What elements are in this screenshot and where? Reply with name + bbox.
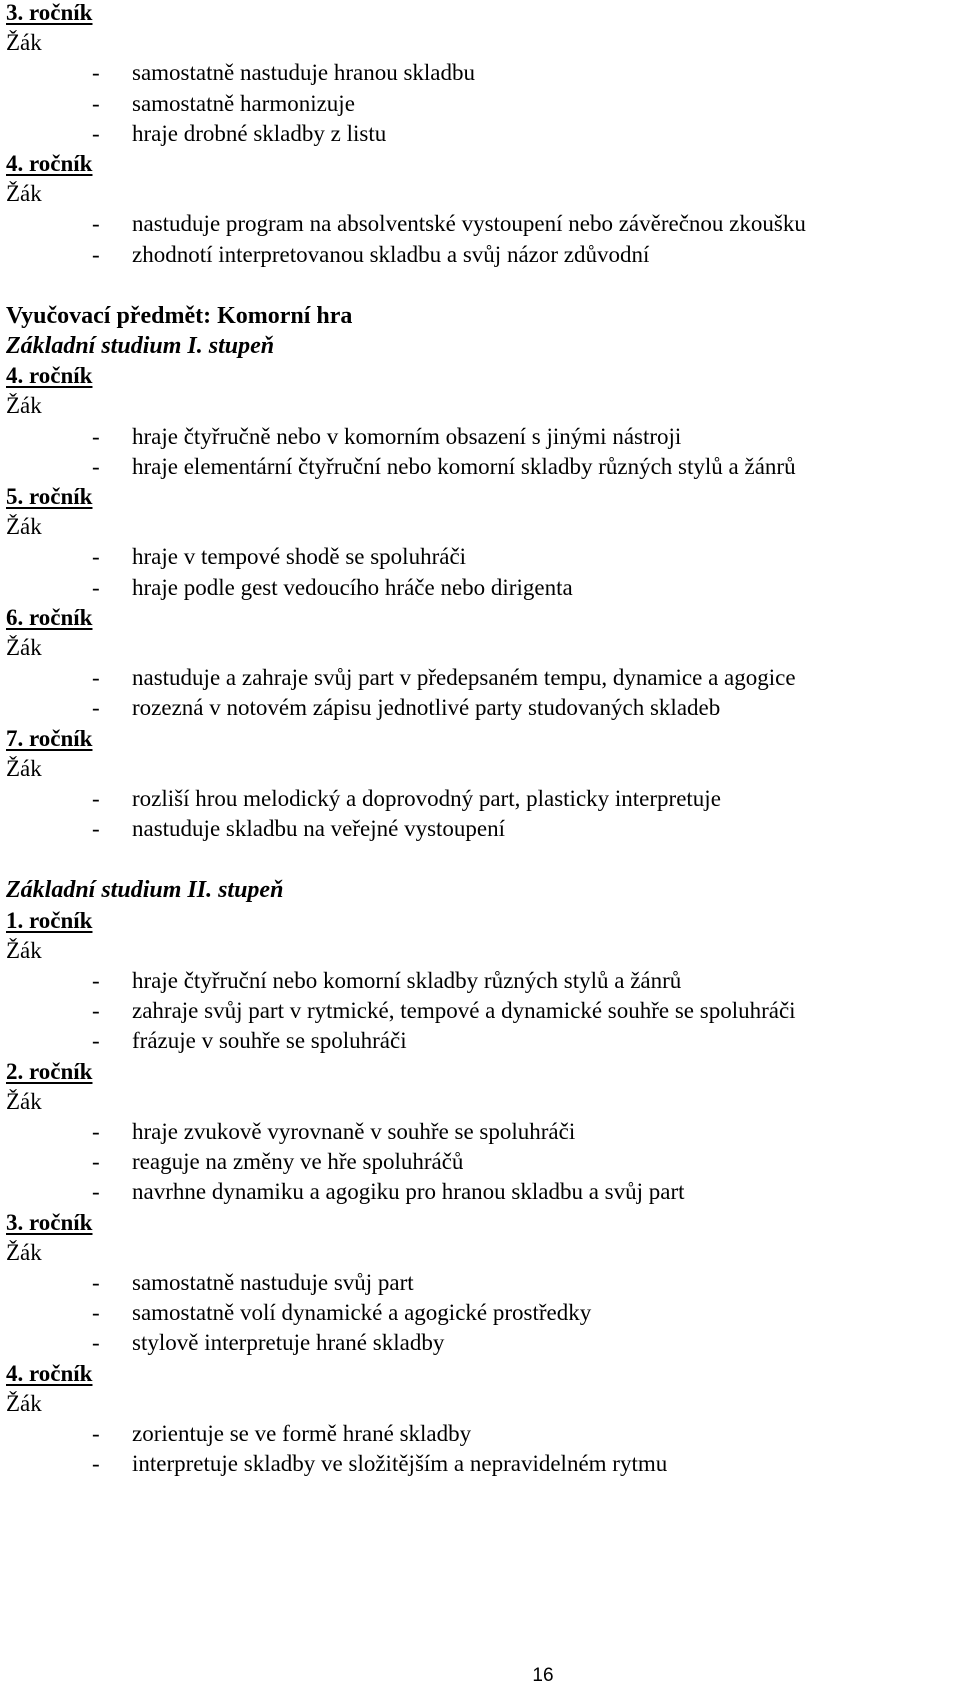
outcome-item — [92, 421, 681, 453]
grade-heading: 3. ročník — [6, 1209, 93, 1235]
study-level-heading: Základní studium II. stupeň — [6, 877, 284, 904]
outcome-text: hraje v tempové shodě se spoluhráči — [132, 544, 467, 570]
grade-heading: 2. ročník — [6, 1058, 93, 1084]
list-dash: - — [92, 665, 100, 691]
pupil-label: Žák — [6, 755, 42, 781]
outcome-text: hraje čtyřruční nebo komorní skladby různých stylů a žánrů — [132, 968, 682, 993]
pupil-label: Žák — [6, 393, 42, 419]
grade-heading: 4. ročník — [6, 363, 93, 389]
outcome-item — [92, 1448, 667, 1480]
outcome-text: rozliší hrou melodický a doprovodný part, plasticky interpretuje — [132, 786, 721, 811]
list-dash: - — [92, 1300, 100, 1326]
pupil-label: Žák — [6, 30, 42, 56]
outcome-item — [92, 1025, 407, 1057]
outcome-item — [92, 1146, 463, 1178]
outcome-text: hraje drobné skladby z listu — [132, 120, 387, 146]
outcome-item — [92, 1418, 471, 1450]
outcome-item — [92, 965, 681, 997]
outcome-text: nastuduje a zahraje svůj part v předepsaném tempu, dynamice a agogice — [132, 665, 796, 691]
list-dash: - — [92, 1179, 100, 1205]
outcome-text: zahraje svůj part v rytmické, tempové a dynamické souhře se spoluhráči — [132, 998, 796, 1024]
outcome-text: frázuje v souhře se spoluhráči — [132, 1028, 407, 1054]
outcome-item — [92, 1176, 685, 1208]
outcome-text: hraje zvukově vyrovnaně v souhře se spoluhráči — [132, 1119, 576, 1144]
outcome-item — [92, 208, 806, 240]
pupil-label: Žák — [6, 1239, 42, 1265]
outcome-text: hraje podle gest vedoucího hráče nebo dirigenta — [132, 574, 573, 600]
grade-heading: 7. ročník — [6, 725, 93, 751]
outcome-item — [92, 1327, 444, 1359]
grade-heading: 3. ročník — [6, 0, 93, 25]
list-dash: - — [92, 1330, 100, 1356]
list-dash: - — [92, 453, 100, 479]
list-dash: - — [92, 544, 100, 570]
list-dash: - — [92, 90, 100, 116]
pupil-label: Žák — [6, 1088, 42, 1114]
outcome-text: rozezná v notovém zápisu jednotlivé party studovaných skladeb — [132, 695, 721, 721]
outcome-text: zhodnotí interpretovanou skladbu a svůj názor zdůvodní — [132, 241, 650, 267]
outcome-item — [92, 541, 466, 573]
list-dash: - — [92, 1119, 100, 1144]
list-dash: - — [92, 211, 100, 237]
pupil-label: Žák — [6, 514, 42, 540]
outcome-item — [92, 1267, 414, 1299]
list-dash: - — [92, 241, 100, 267]
outcome-text: samostatně nastuduje hranou skladbu — [132, 60, 476, 86]
pupil-label: Žák — [6, 181, 42, 207]
outcome-item — [92, 572, 573, 604]
outcome-item — [92, 88, 355, 120]
outcome-item — [92, 995, 796, 1027]
outcome-text: hraje elementární čtyřruční nebo komorní skladby různých stylů a žánrů — [132, 453, 796, 479]
outcome-text: interpretuje skladby ve složitějším a nepravidelném rytmu — [132, 1451, 668, 1477]
outcome-item — [92, 1116, 575, 1148]
study-level-heading: Základní studium I. stupeň — [6, 333, 275, 359]
list-dash: - — [92, 574, 100, 600]
outcome-item — [92, 783, 721, 815]
list-dash: - — [92, 786, 100, 811]
list-dash: - — [92, 1149, 100, 1175]
pupil-label: Žák — [6, 1390, 42, 1416]
outcome-text: reaguje na změny ve hře spoluhráčů — [132, 1149, 464, 1175]
list-dash: - — [92, 968, 100, 993]
list-dash: - — [92, 1451, 100, 1477]
outcome-text: zorientuje se ve formě hrané skladby — [132, 1421, 472, 1446]
list-dash: - — [92, 423, 100, 449]
outcome-item — [92, 1297, 591, 1329]
grade-heading: 4. ročník — [6, 1360, 93, 1386]
list-dash: - — [92, 1270, 100, 1295]
list-dash: - — [92, 998, 100, 1024]
list-dash: - — [92, 816, 100, 842]
outcome-item — [92, 692, 720, 724]
outcome-text: navrhne dynamiku a agogiku pro hranou skladbu a svůj part — [132, 1179, 685, 1205]
outcome-text: samostatně volí dynamické a agogické prostředky — [132, 1300, 592, 1326]
outcome-text: samostatně harmonizuje — [132, 90, 355, 116]
page-number: 16 — [532, 1665, 554, 1686]
outcome-text: stylově interpretuje hrané skladby — [132, 1330, 445, 1356]
outcome-item — [92, 118, 386, 150]
outcome-item — [92, 451, 796, 483]
list-dash: - — [92, 1421, 100, 1446]
list-dash: - — [92, 60, 100, 86]
outcome-text: nastuduje program na absolventské vystoupení nebo závěrečnou zkoušku — [132, 211, 806, 237]
grade-heading: 6. ročník — [6, 604, 93, 630]
list-dash: - — [92, 1028, 100, 1054]
subject-heading: Vyučovací předmět: Komorní hra — [6, 302, 353, 329]
pupil-label: Žák — [6, 635, 42, 660]
list-dash: - — [92, 695, 100, 721]
outcome-item — [92, 813, 505, 845]
list-dash: - — [92, 120, 100, 146]
outcome-text: samostatně nastuduje svůj part — [132, 1270, 414, 1295]
grade-heading: 1. ročník — [6, 907, 93, 933]
outcome-item — [92, 57, 475, 89]
outcome-item — [92, 662, 796, 694]
grade-heading: 4. ročník — [6, 151, 93, 176]
grade-heading: 5. ročník — [6, 484, 93, 509]
outcome-item — [92, 239, 649, 271]
outcome-text: nastuduje skladbu na veřejné vystoupení — [132, 816, 506, 842]
pupil-label: Žák — [6, 937, 42, 963]
outcome-text: hraje čtyřručně nebo v komorním obsazení s jinými nástroji — [132, 423, 682, 449]
